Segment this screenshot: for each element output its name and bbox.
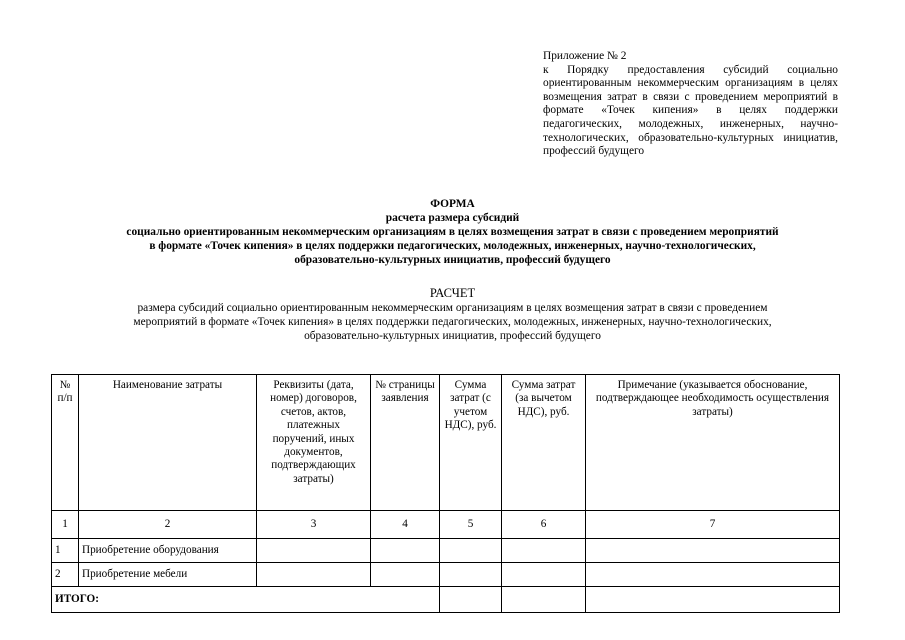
calculation-table	[51, 374, 840, 613]
table-row	[52, 539, 840, 563]
empty-cell	[371, 563, 440, 587]
calc-line-3: образовательно-культурных инициатив, профессий будущего	[304, 330, 601, 342]
empty-cell	[586, 587, 840, 613]
column-number: 2	[79, 511, 257, 539]
header-sum-with-vat: Сумма затрат (с учетом НДС), руб.	[440, 375, 502, 511]
empty-cell	[502, 539, 586, 563]
column-number: 7	[586, 511, 840, 539]
row-cost-name: Приобретение оборудования	[79, 539, 257, 563]
header-num: № п/п	[52, 375, 79, 511]
column-number: 3	[257, 511, 371, 539]
calc-line-2: мероприятий в формате «Точек кипения» в целях поддержки педагогических, молодежных, инженерных, научно-технологических,	[133, 316, 772, 328]
header-requisites: Реквизиты (дата, номер) договоров, счетов, актов, платежных поручений, иных документов, подтверждающих затраты)	[257, 375, 371, 511]
column-number-row	[52, 511, 840, 539]
empty-cell	[502, 563, 586, 587]
column-number: 1	[52, 511, 79, 539]
empty-cell	[440, 587, 502, 613]
empty-cell	[257, 539, 371, 563]
empty-cell	[502, 587, 586, 613]
table-header-row	[52, 375, 840, 511]
column-number: 4	[371, 511, 440, 539]
header-page-num: № страницы заявления	[371, 375, 440, 511]
empty-cell	[586, 539, 840, 563]
form-heading	[40, 197, 865, 267]
form-subtitle: расчета размера субсидий	[385, 212, 520, 224]
header-note: Примечание (указывается обоснование, подтверждающее необходимость осуществления затраты)	[586, 375, 840, 511]
empty-cell	[440, 539, 502, 563]
empty-cell	[257, 563, 371, 587]
form-line-2: в формате «Точек кипения» в целях поддержки педагогических, молодежных, инженерных, научно-технологических,	[149, 240, 756, 252]
row-num: 1	[52, 539, 79, 563]
calc-line-1: размера субсидий социально ориентированным некоммерческим организациям в целях возмещения затрат в связи с проведением	[137, 302, 768, 314]
row-cost-name: Приобретение мебели	[79, 563, 257, 587]
column-number: 6	[502, 511, 586, 539]
total-label: ИТОГО:	[52, 587, 440, 613]
table-row	[52, 563, 840, 587]
empty-cell	[371, 539, 440, 563]
form-title: ФОРМА	[430, 198, 475, 210]
form-line-3: образовательно-культурных инициатив, профессий будущего	[294, 254, 611, 266]
header-cost-name: Наименование затраты	[79, 375, 257, 511]
header-sum-without-vat: Сумма затрат (за вычетом НДС), руб.	[502, 375, 586, 511]
total-row	[52, 587, 840, 613]
calc-title: РАСЧЕТ	[429, 286, 476, 300]
appendix-title: Приложение № 2	[543, 50, 627, 62]
appendix-block	[543, 50, 838, 159]
column-number: 5	[440, 511, 502, 539]
empty-cell	[586, 563, 840, 587]
empty-cell	[440, 563, 502, 587]
row-num: 2	[52, 563, 79, 587]
appendix-text: к Порядку предоставления субсидий социально ориентированным некоммерческим организациям в целях возмещения затрат в связи с проведением мероприятий в формате «Точек кипения» в целях поддержки педагогических, молодежных, инженерных, научно-технологических, образовательно-культурных инициатив, профессий будущего	[543, 63, 838, 158]
form-line-1: социально ориентированным некоммерческим организациям в целях возмещения затрат в связи с проведением мероприятий	[126, 226, 779, 238]
calc-heading	[40, 286, 865, 343]
